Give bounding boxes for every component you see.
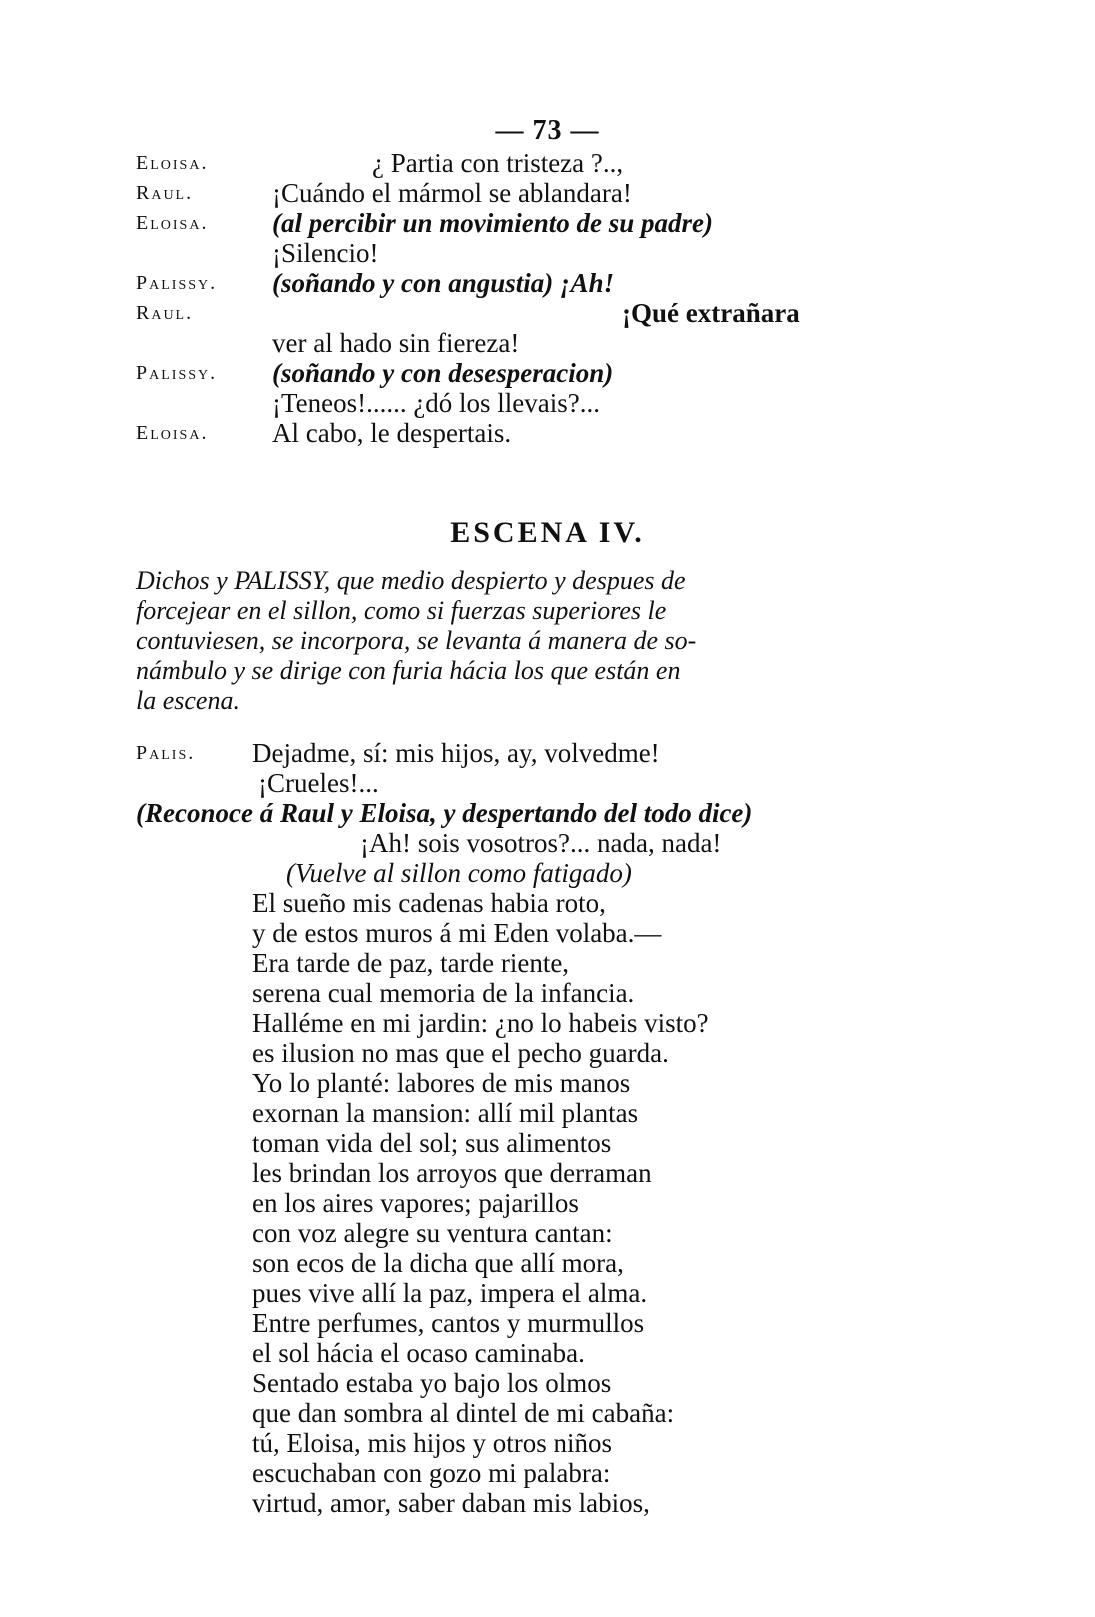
dialogue-line (0, 768, 1095, 802)
dialogue-text: ¿ Partia con tristeza ?.., (372, 148, 624, 178)
verse-line: exornan la mansion: allí mil plantas (252, 1098, 639, 1128)
verse-line: virtud, amor, saber daban mis labios, (252, 1488, 650, 1518)
verse-line: escuchaban con gozo mi palabra: (252, 1458, 611, 1488)
stage-direction-inline: (al percibir un movimiento de su padre) (272, 208, 713, 238)
verse-line: y de estos muros á mi Eden volaba.— (252, 918, 662, 948)
verse-line: toman vida del sol; sus alimentos (252, 1128, 612, 1158)
dialogue-text: ¡Crueles!... (258, 768, 379, 798)
verse-line: tú, Eloisa, mis hijos y otros niños (252, 1428, 613, 1458)
verse-line: que dan sombra al dintel de mi cabaña: (252, 1398, 675, 1428)
dialogue-line (0, 238, 1095, 272)
dialogue-text: ¡Cuándo el mármol se ablandara! (272, 178, 632, 208)
dialogue-line (0, 178, 1095, 212)
dialogue-line (0, 388, 1095, 422)
dialogue-line (0, 328, 1095, 362)
verse-line: les brindan los arroyos que derraman (252, 1158, 652, 1188)
verse-line: Yo lo planté: labores de mis manos (252, 1068, 631, 1098)
stage-direction-line: forcejear en el sillon, como si fuerzas superiores le (136, 596, 667, 625)
speaker-name: Eloisa. (136, 152, 209, 174)
dialogue-text: ¡Ah! sois vosotros?... nada, nada! (360, 828, 722, 858)
dialogue-line (0, 208, 1095, 242)
stage-direction-inline: (Vuelve al sillon como fatigado) (286, 858, 632, 888)
verse-line: El sueño mis cadenas habia roto, (252, 888, 606, 918)
speaker-name: Eloisa. (136, 422, 209, 444)
stage-direction-row (0, 858, 1095, 892)
verse-line: el sol hácia el ocaso caminaba. (252, 1338, 585, 1368)
speaker-name: Raul. (136, 182, 194, 204)
dialogue-line (0, 358, 1095, 392)
verse-line: Halléme en mi jardin: ¿no lo habeis visto? (252, 1008, 709, 1038)
dialogue-text: ¡Silencio! (272, 238, 379, 268)
stage-direction-line: contuviesen, se incorpora, se levanta á manera de so- (136, 626, 697, 655)
speaker-name: Raul. (136, 302, 194, 324)
speaker-name: Palissy. (136, 272, 218, 294)
dialogue-line (0, 828, 1095, 862)
verse-line: es ilusion no mas que el pecho guarda. (252, 1038, 669, 1068)
verse-line: con voz alegre su ventura cantan: (252, 1218, 613, 1248)
dialogue-line (0, 268, 1095, 302)
stage-direction-line: námbulo y se dirige con furia hácia los que están en (136, 656, 681, 685)
dialogue-line (0, 418, 1095, 452)
dialogue-text: ¡Qué extrañara (622, 298, 800, 328)
page-number: — 73 — (495, 115, 600, 146)
dialogue-text: (soñando y con angustia) ¡Ah! (272, 268, 615, 298)
dialogue-text: Dejadme, sí: mis hijos, ay, volvedme! (252, 738, 660, 768)
stage-direction-inline: (Reconoce á Raul y Eloisa, y despertando del todo dice) (136, 798, 753, 828)
verse-line: en los aires vapores; pajarillos (252, 1188, 579, 1218)
verse-line: Era tarde de paz, tarde riente, (252, 948, 570, 978)
speaker-name: Eloisa. (136, 212, 209, 234)
scene-heading: ESCENA IV. (450, 516, 645, 549)
dialogue-text: Al cabo, le despertais. (272, 418, 512, 448)
verse-line: pues vive allí la paz, impera el alma. (252, 1278, 648, 1308)
dialogue-line (0, 298, 1095, 332)
dialogue-line (0, 738, 1095, 772)
stage-direction-line: Dichos y PALISSY, que medio despierto y despues de (136, 566, 686, 595)
verse-line: serena cual memoria de la infancia. (252, 978, 635, 1008)
verse-line: Sentado estaba yo bajo los olmos (252, 1368, 612, 1398)
speaker-name: Palissy. (136, 362, 218, 384)
stage-direction-row (0, 798, 1095, 832)
verse-line: son ecos de la dicha que allí mora, (252, 1248, 624, 1278)
dialogue-text: ¡Teneos!...... ¿dó los llevais?... (272, 388, 601, 418)
verse-line: Entre perfumes, cantos y murmullos (252, 1308, 645, 1338)
stage-direction-inline: (soñando y con desesperacion) (272, 358, 614, 388)
dialogue-line (0, 148, 1095, 182)
speaker-name: Palis. (136, 742, 196, 764)
stage-direction-line: la escena. (136, 686, 240, 715)
dialogue-text: ver al hado sin fiereza! (272, 328, 520, 358)
